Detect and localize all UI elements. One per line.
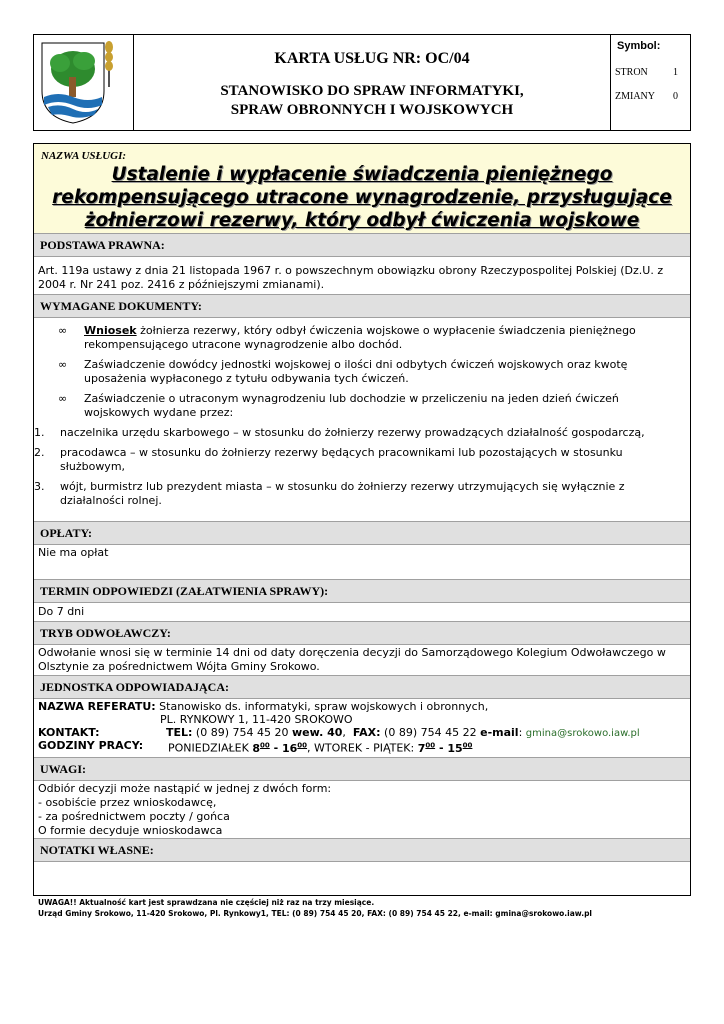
hours-days-2: , WTOREK - PIĄTEK: — [307, 741, 418, 755]
contact-row — [38, 726, 688, 739]
deadline-text: Do 7 dni — [38, 605, 85, 618]
pages-label: STRON — [615, 67, 648, 78]
service-title-line-3: żołnierzowi rezerwy, który odbył ćwiczenia wojskowe — [84, 210, 640, 231]
contact-label: KONTAKT: — [38, 726, 100, 739]
header-box — [33, 34, 691, 131]
unit-name-row — [38, 700, 688, 713]
footer-line-2: Urząd Gminy Srokowo, 11-420 Srokowo, Pl. Rynkowy1, TEL: (0 89) 754 45 20, FAX: (0 89) 754 45 22, e-mail: gmina@srokowo.iaw.pl — [38, 909, 593, 918]
changes-label: ZMIANY — [615, 91, 655, 102]
hours-values — [168, 739, 472, 755]
deadline-heading: TERMIN ODPOWIEDZI (ZAŁATWIENIA SPRAWY): — [34, 579, 690, 603]
own-notes-heading: NOTATKI WŁASNE: — [34, 838, 690, 862]
notes-line-2: - osobiście przez wnioskodawcę, — [38, 796, 217, 809]
documents-heading: WYMAGANE DOKUMENTY: — [34, 294, 690, 318]
service-name-section — [34, 144, 690, 233]
notes-line-1: Odbiór decyzji może nastąpić w jednej z dwóch form: — [38, 782, 332, 795]
unit-name-label: NAZWA REFERATU: — [38, 700, 156, 713]
position-title — [134, 82, 610, 120]
tel-label: TEL: — [166, 726, 193, 739]
unit-name-value: Stanowisko ds. informatyki, spraw wojskowych i obronnych, — [155, 700, 489, 713]
sub-list-item — [32, 426, 686, 440]
unit-details — [38, 700, 688, 755]
service-title-line-1: Ustalenie i wypłacenie świadczenia pieniężnego — [111, 164, 613, 185]
changes-value: 0 — [673, 91, 678, 102]
sub-list-item — [32, 480, 686, 508]
document-bold-term: Wniosek — [84, 324, 137, 337]
unit-heading: JEDNOSTKA ODPOWIADAJĄCA: — [34, 675, 690, 699]
appeal-text: Odwołanie wnosi się w terminie 14 dni od daty doręczenia decyzji do Samorządowego Kolegium Odwoławczego w Olsztynie za pośrednictwem Wójta Gminy Srokowo. — [38, 646, 666, 673]
position-line-1: STANOWISKO DO SPRAW INFORMATYKI, — [220, 83, 524, 99]
notes-text — [38, 782, 688, 838]
crest-logo — [38, 39, 130, 125]
bullet-icon: ∞ — [58, 358, 68, 371]
position-line-2: SPRAW OBRONNYCH I WOJSKOWYCH — [230, 102, 514, 118]
sub-item-number: 2. — [34, 446, 45, 459]
bullet-icon: ∞ — [58, 324, 68, 337]
ext-label: wew. 40 — [292, 726, 343, 739]
pages-value: 1 — [673, 67, 678, 78]
hour-1-start: $8^{00}$ — [252, 741, 270, 755]
fees-text: Nie ma opłat — [38, 546, 109, 559]
document-item-3-text: Zaświadczenie o utraconym wynagrodzeniu lub dochodzie w przeliczeniu na jeden dzień ćwiczeń wojskowych wydane przez: — [84, 392, 619, 419]
card-title: KARTA USŁUG NR: OC/04 — [274, 50, 470, 67]
legal-basis-heading: PODSTAWA PRAWNA: — [34, 233, 690, 257]
symbol-label: Symbol: — [617, 40, 661, 52]
list-item — [56, 358, 686, 386]
documents-list — [34, 324, 686, 514]
hour-2-start: $7^{00}$ — [417, 741, 436, 755]
footer-line-1: UWAGA!! Aktualność kart jest sprawdzana nie częściej niż raz na trzy miesiące. — [38, 898, 375, 907]
tel-value: (0 89) 754 45 20 — [192, 726, 292, 739]
fax-value: (0 89) 754 45 22 — [380, 726, 481, 739]
document-item-2-text: Zaświadczenie dowódcy jednostki wojskowej o ilości dni odbytych ćwiczeń wojskowych oraz kwotę uposażenia wypłaconego z tytułu odbywania tych ćwiczeń. — [84, 358, 628, 385]
appeal-heading: TRYB ODWOŁAWCZY: — [34, 621, 690, 645]
notes-heading: UWAGI: — [34, 757, 690, 781]
service-title — [34, 163, 690, 232]
sub-item-text: pracodawca – w stosunku do żołnierzy rezerwy będących pracownikami lub pozostających w stosunku służbowym, — [60, 446, 623, 473]
meta-cell — [611, 35, 690, 130]
hours-row — [38, 739, 688, 755]
fees-heading: OPŁATY: — [34, 521, 690, 545]
notes-line-4: O formie decyduje wnioskodawca — [38, 824, 223, 837]
notes-line-3: - za pośrednictwem poczty / gońca — [38, 810, 230, 823]
service-title-line-2: rekompensującego utracone wynagrodzenie, przysługujące — [52, 187, 672, 208]
footer — [38, 897, 698, 919]
email-label: e-mail — [480, 726, 519, 739]
document-item-1-text: żołnierza rezerwy, który odbył ćwiczenia wojskowe o wypłacenie świadczenia pieniężnego rekompensującego utracone wynagrodzenie albo dochód. — [84, 324, 636, 351]
sub-item-text: wójt, burmistrz lub prezydent miasta – w stosunku do żołnierzy rezerwy utrzymujących się wyłącznie z działalności rolnej. — [60, 480, 625, 507]
bullet-icon: ∞ — [58, 392, 68, 405]
pages-row — [615, 67, 678, 78]
sub-item-text: naczelnika urzędu skarbowego – w stosunku do żołnierzy rezerwy prowadzących działalność gospodarczą, — [60, 426, 645, 439]
sub-item-number: 1. — [34, 426, 45, 439]
legal-basis-text: Art. 119a ustawy z dnia 21 listopada 1967 r. o powszechnym obowiązku obrony Rzeczypospolitej Polskiej (Dz.U. z 2004 r. Nr 241 poz. 2416 z późniejszymi zmianami). — [38, 264, 664, 291]
list-item — [56, 392, 686, 420]
hours-days-1: PONIEDZIAŁEK — [168, 741, 253, 755]
own-notes-area[interactable] — [34, 860, 690, 895]
hour-1-sep: - — [269, 741, 282, 755]
sub-item-number: 3. — [34, 480, 45, 493]
list-item — [56, 324, 686, 352]
email-link[interactable]: gmina@srokowo.iaw.pl — [525, 728, 640, 739]
service-label: NAZWA USŁUGI: — [41, 150, 127, 162]
changes-row — [615, 91, 678, 102]
sub-list-item — [32, 446, 686, 474]
fax-label: FAX: — [352, 726, 381, 739]
hour-1-end: $16^{00}$ — [281, 741, 308, 755]
contact-values: TEL: (0 89) 754 45 20 wew. 40, FAX: (0 89) 754 45 22 e-mail: gmina@srokowo.iaw.pl — [166, 726, 640, 739]
hours-label: GODZINY PRACY: — [38, 739, 144, 752]
hour-2-sep: - — [435, 741, 448, 755]
service-card — [33, 143, 691, 896]
unit-address: PL. RYNKOWY 1, 11-420 SROKOWO — [160, 713, 353, 726]
logo-cell — [34, 35, 134, 130]
header-title-cell — [134, 35, 611, 130]
hour-2-end: $15^{00}$ — [447, 741, 473, 755]
